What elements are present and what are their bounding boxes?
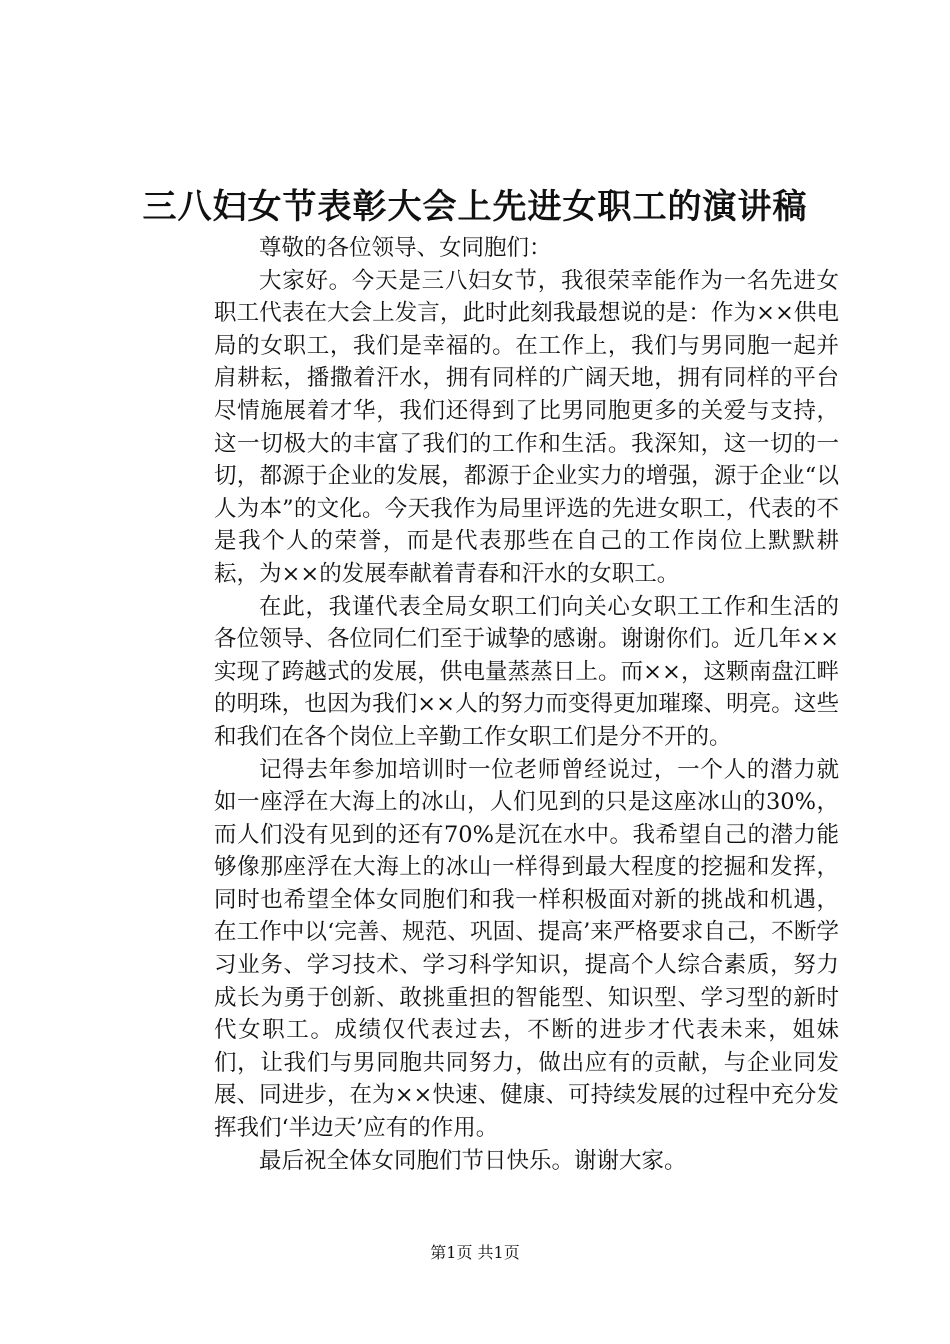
body-paragraph: 记得去年参加培训时一位老师曾经说过，一个人的潜力就如一座浮在大海上的冰山，人们见到的只是这座冰山的30%，而人们没有见到的还有70%是沉在水中。我希望自己的潜力能够像那座浮在大海上的冰山一样得到最大程度的挖掘和发挥，同时也希望全体女同胞们和我一样积极面对新的挑战和机遇，在工作中以‘完善、规范、巩固、提高’来严格要求自己，不断学习业务、学习技术、学习科学知识，提高个人综合素质，努力成长为勇于创新、敢挑重担的智能型、知识型、学习型的新时代女职工。成绩仅代表过去，不断的进步才代表未来，姐妹们，让我们与男同胞共同努力，做出应有的贡献，与企业同发展、同进步，在为××快速、健康、可持续发展的过程中充分发挥我们‘半边天’应有的作用。 [214, 756, 839, 1142]
document-body [214, 232, 839, 1177]
document-title: 三八妇女节表彰大会上先进女职工的演讲稿 [142, 187, 808, 227]
closing-paragraph: 最后祝全体女同胞们节日快乐。谢谢大家。 [259, 1147, 687, 1174]
salutation-paragraph: 尊敬的各位领导、女同胞们： [259, 235, 552, 261]
body-paragraph: 大家好。今天是三八妇女节，我很荣幸能作为一名先进女职工代表在大会上发言，此时此刻我最想说的是：作为××供电局的女职工，我们是幸福的。在工作上，我们与男同胞一起并肩耕耘，播撒着汗水，拥有同样的广阔天地，拥有同样的平台尽情施展着才华，我们还得到了比男同胞更多的关爱与支持，这一切极大的丰富了我们的工作和生活。我深知，这一切的一切，都源于企业的发展，都源于企业实力的增强，源于企业“以人为本”的文化。今天我作为局里评选的先进女职工，代表的不是我个人的荣誉，而是代表那些在自己的工作岗位上默默耕耘，为××的发展奉献着青春和汗水的女职工。 [214, 267, 839, 587]
page-footer: 第1页 共1页 [430, 1243, 520, 1262]
body-paragraph: 在此，我谨代表全局女职工们向关心女职工工作和生活的各位领导、各位同仁们至于诚挚的感谢。谢谢你们。近几年××实现了跨越式的发展，供电量蒸蒸日上。而××，这颗南盘江畔的明珠，也因为我们××人的努力而变得更加璀璨、明亮。这些和我们在各个岗位上辛勤工作女职工们是分不开的。 [214, 593, 839, 750]
